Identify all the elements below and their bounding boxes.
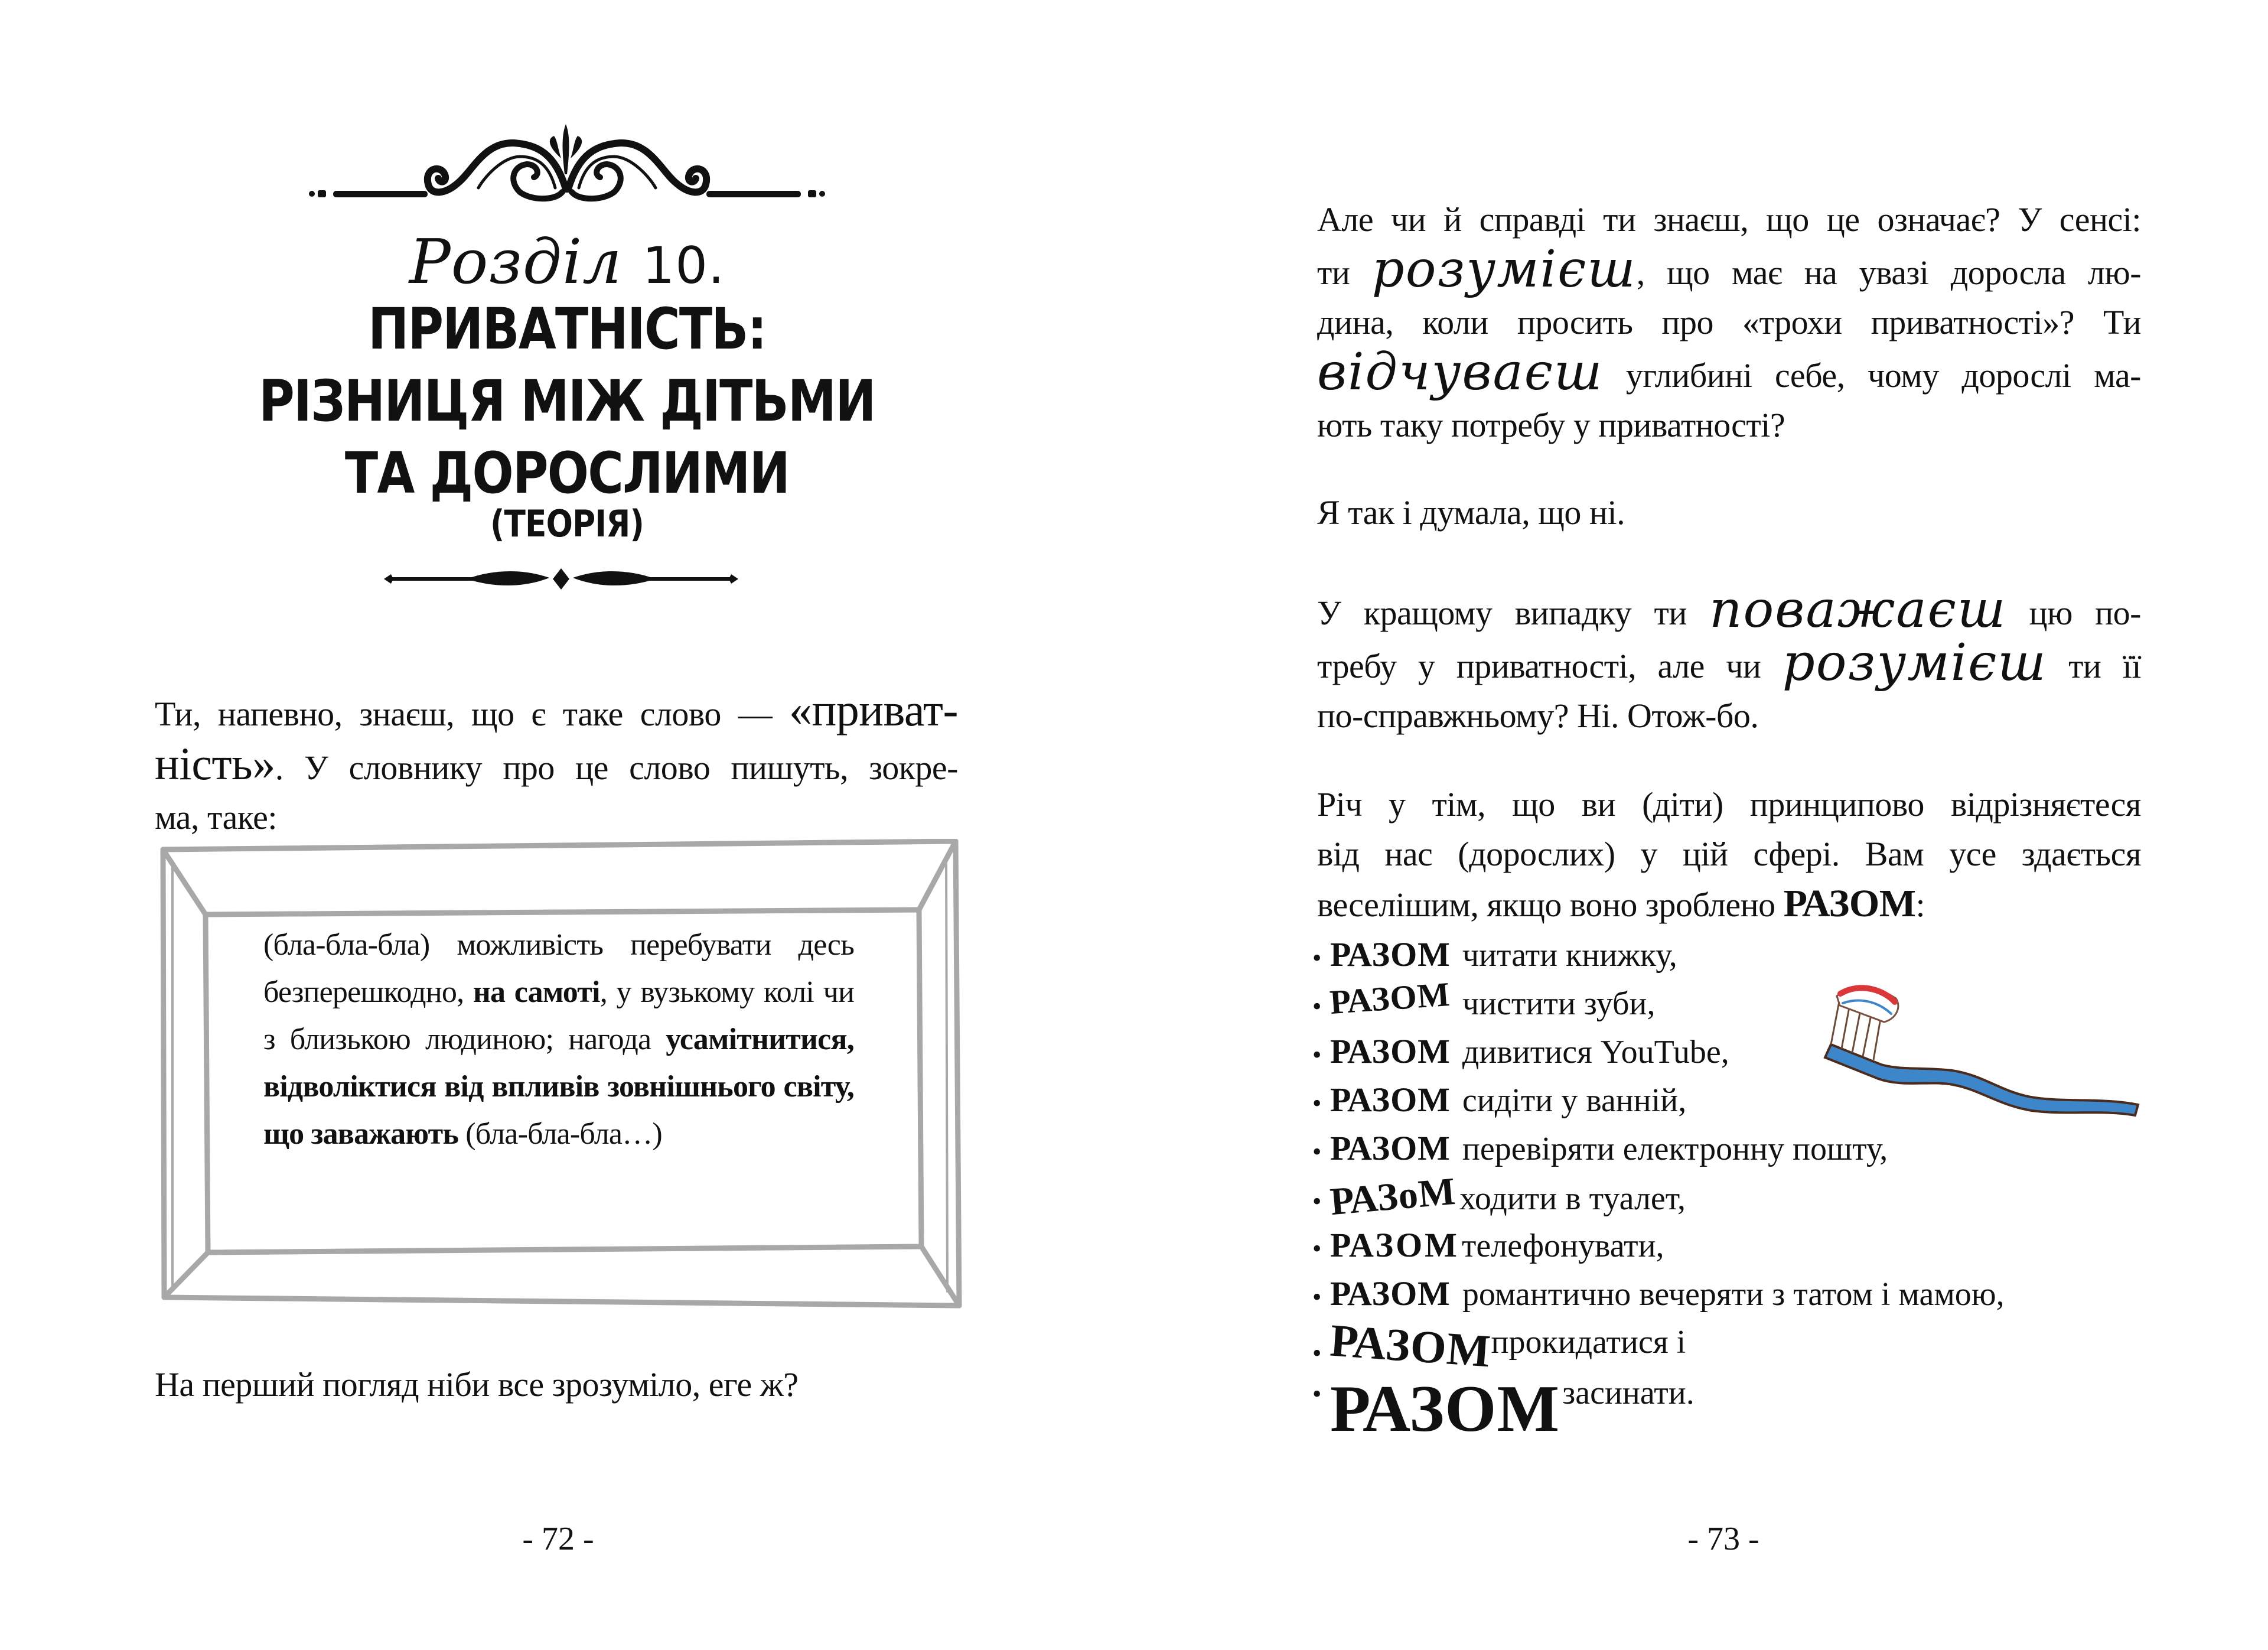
list-activity: чистити зуби, xyxy=(1462,985,1656,1022)
list-keyword: РАЗОМ xyxy=(1330,1129,1451,1167)
list-item xyxy=(1312,1221,2151,1270)
list-keyword: РАЗОМ xyxy=(1330,1372,1560,1446)
definition-bold: на самоті xyxy=(472,975,600,1009)
text-line: Але чи й справді ти знаєш, що це означає? У сенсі: xyxy=(1317,200,2141,239)
bullet-icon: • xyxy=(1312,992,1322,1021)
chapter-title-line: ПРИВАТНІСТЬ: xyxy=(368,296,766,362)
text-line: Річ у тім, що ви (діти) принципово відрізняєтеся xyxy=(1317,785,2141,824)
text-line: дина, коли просить про «трохи приватності»? Ти xyxy=(1317,303,2141,341)
paragraph xyxy=(1317,580,2141,741)
list-item xyxy=(1312,1314,2151,1377)
bullet-icon: • xyxy=(1312,1339,1322,1368)
list-item xyxy=(1312,1369,2151,1446)
text-line: Я так і думала, що ні. xyxy=(1317,493,1625,532)
intro-text: ма, таке: xyxy=(155,798,277,837)
text: : xyxy=(1915,886,1925,924)
text: , що має на увазі доросла лю- xyxy=(1636,253,2142,292)
bullet-icon: • xyxy=(1312,1379,1322,1408)
page-number: - 72 - xyxy=(522,1521,594,1557)
list-activity: ходити в туалет, xyxy=(1459,1180,1686,1217)
definition-text: (бла-бла-бла) можливість перебувати десь безперешкодно, xyxy=(263,928,854,1009)
list-keyword: РАЗОМ xyxy=(1330,1274,1451,1313)
list-activity: читати книжку, xyxy=(1462,937,1677,974)
paragraph xyxy=(1317,195,2141,450)
text: требу у приватності, але чи xyxy=(1317,647,1761,685)
text-line: по-справжньому? Ні. Отож-бо. xyxy=(1317,697,1759,735)
intro-text: Ти, напевно, знаєш, що є таке слово — xyxy=(155,695,773,733)
toothbrush-icon xyxy=(1807,963,2144,1122)
list-keyword: РАЗоМ xyxy=(1328,1169,1458,1224)
paragraph xyxy=(1317,780,2141,930)
intro-paragraph xyxy=(155,685,958,842)
chapter-number xyxy=(0,223,1134,304)
text: У кращому випадку ти xyxy=(1317,594,1687,632)
dictionary-definition xyxy=(263,922,854,1158)
list-keyword: РАЗОМ xyxy=(1330,1081,1451,1119)
intro-keyword: ність» xyxy=(155,738,275,789)
chapter-title-line: РІЗНИЦЯ МІЖ ДІТЬМИ xyxy=(259,368,875,434)
list-item xyxy=(1312,1124,2151,1173)
flourish-ornament-icon xyxy=(307,118,827,213)
bullet-icon: • xyxy=(1312,1089,1322,1118)
definition-text: , у вузькому колі чи з близькою людиною; нагода xyxy=(263,975,855,1056)
definition-bold: усамітнитися, відволіктися від впливів зовнішнього світу, що заважають xyxy=(263,1023,854,1151)
text-line: від нас (дорослих) у цій сфері. Вам усе здається xyxy=(1317,835,2141,873)
chapter-number-value: 10. xyxy=(642,236,725,295)
list-item xyxy=(1312,1270,2151,1318)
emphasized-word: розумієш xyxy=(1371,240,1637,299)
bullet-icon: • xyxy=(1312,1234,1322,1264)
page-number: - 73 - xyxy=(1687,1521,1759,1557)
text: цю по- xyxy=(2029,594,2141,632)
list-activity: засинати. xyxy=(1562,1375,1695,1411)
list-keyword: РАЗОМ xyxy=(1330,1032,1451,1070)
list-activity: перевіряти електронну пошту, xyxy=(1462,1131,1888,1167)
list-activity: романтично вечеряти з татом і мамою, xyxy=(1462,1276,2005,1313)
chapter-label: Розділ xyxy=(409,226,623,298)
text: ти xyxy=(1317,253,1350,292)
list-activity: прокидатися і xyxy=(1491,1324,1686,1361)
divider-ornament-icon xyxy=(378,561,744,597)
bullet-icon: • xyxy=(1312,1040,1322,1070)
list-activity: сидіти у ванній, xyxy=(1462,1082,1687,1119)
bullet-icon: • xyxy=(1312,943,1322,973)
bullet-icon: • xyxy=(1312,1137,1322,1167)
bullet-icon: • xyxy=(1312,1187,1322,1216)
emphasized-word: відчуваєш xyxy=(1317,343,1604,402)
text: углибині себе, чому дорослі ма- xyxy=(1625,356,2141,395)
list-keyword: РАЗОМ xyxy=(1328,974,1452,1022)
list-activity: телефонувати, xyxy=(1461,1228,1664,1264)
chapter-title-line: ТА ДОРОСЛИМИ xyxy=(344,440,790,506)
list-activity: дивитися YouTube, xyxy=(1462,1034,1729,1070)
intro-text: . У словнику про це слово пишуть, зокре- xyxy=(275,748,958,787)
definition-text: (бла-бла-бла…) xyxy=(458,1117,662,1151)
chapter-subtitle: (ТЕОРІЯ) xyxy=(490,502,644,545)
list-item xyxy=(1312,1169,2151,1224)
text: ти її xyxy=(2068,647,2141,685)
paragraph xyxy=(1317,488,2141,538)
list-keyword: РАЗОМ xyxy=(1330,1226,1459,1264)
list-keyword: РАЗОМ xyxy=(1328,1314,1493,1377)
text: веселішим, якщо воно зроблено xyxy=(1317,886,1775,924)
intro-keyword: «приват- xyxy=(789,684,958,735)
keyword: РАЗОМ xyxy=(1783,882,1916,925)
emphasized-word: розумієш xyxy=(1782,633,2047,692)
text-line: ють таку потребу у приватності? xyxy=(1317,406,1785,444)
list-keyword: РАЗОМ xyxy=(1330,935,1451,974)
bullet-icon: • xyxy=(1312,1283,1322,1312)
emphasized-word: поважаєш xyxy=(1709,580,2007,639)
closing-sentence: На перший погляд ніби все зрозуміло, еге ж? xyxy=(155,1365,799,1404)
